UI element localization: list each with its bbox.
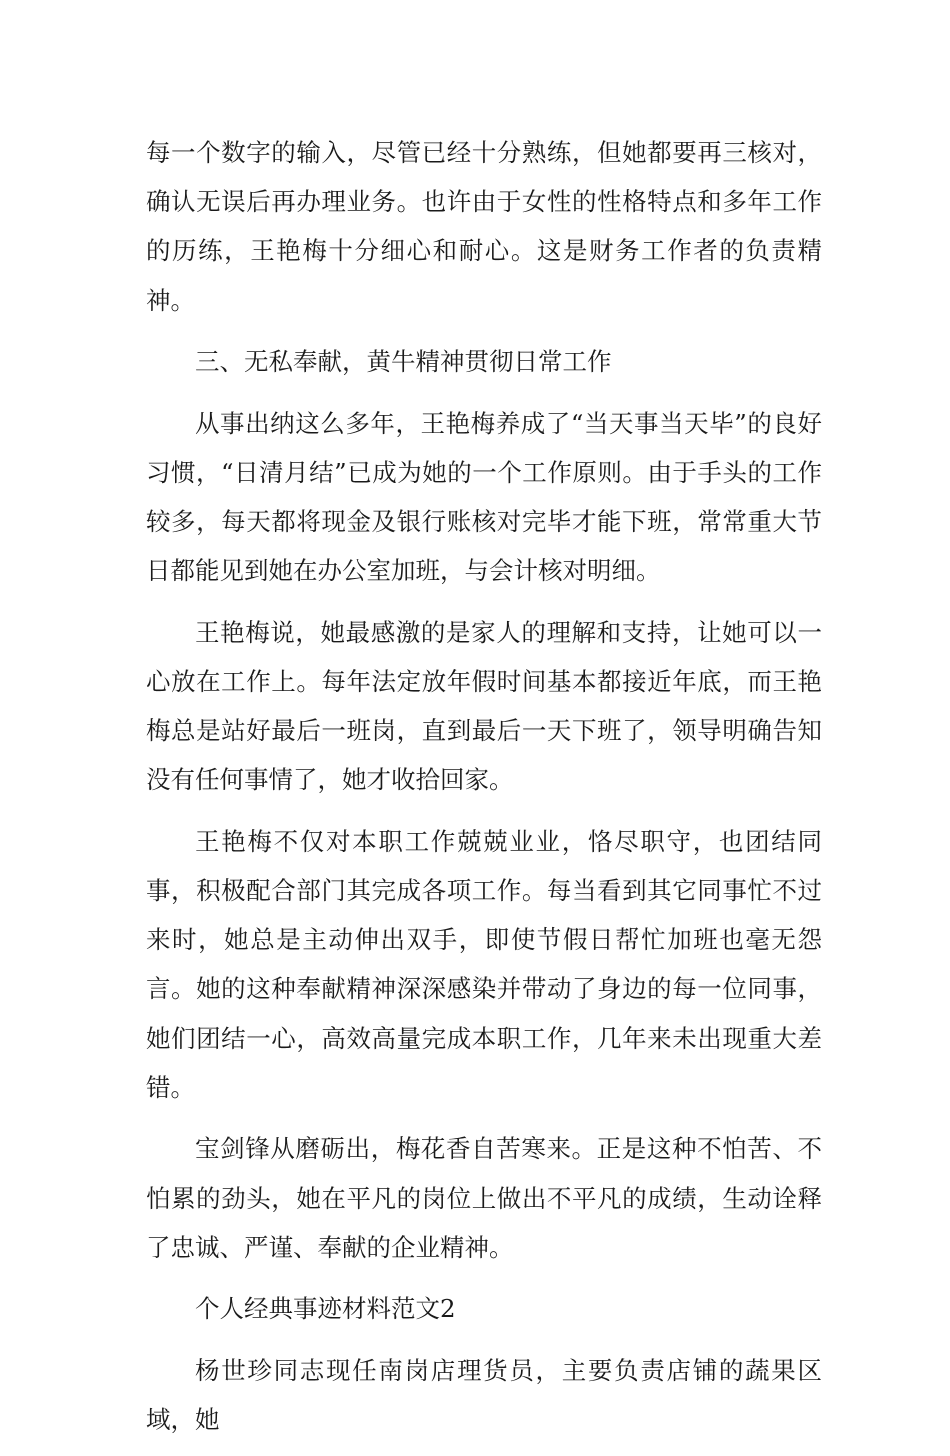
section-heading-3: 三、无私奉献，黄牛精神贯彻日常工作 — [195, 347, 612, 377]
article-title: 个人经典事迹材料范文2 — [195, 1294, 456, 1324]
paragraph-continuation: 每一个数字的输入，尽管已经十分熟练，但她都要再三核对，确认无误后再办理业务。也许由于女性的性格特点和多年工作的历练，王艳梅十分细心和耐心。这是财务工作者的负责精神。 — [146, 138, 822, 315]
document-body — [146, 128, 822, 1456]
paragraph: 宝剑锋从磨砺出，梅花香自苦寒来。正是这种不怕苦、不怕累的劲头，她在平凡的岗位上做出不平凡的成绩，生动诠释了忠诚、严谨、奉献的企业精神。 — [146, 1134, 822, 1262]
paragraph: 从事出纳这么多年，王艳梅养成了“当天事当天毕”的良好习惯，“日清月结”已成为她的一个工作原则。由于手头的工作较多，每天都将现金及银行账核对完毕才能下班，常常重大节日都能见到她在办公室加班，与会计核对明细。 — [146, 408, 822, 586]
paragraph: 王艳梅说，她最感激的是家人的理解和支持，让她可以一心放在工作上。每年法定放年假时间基本都接近年底，而王艳梅总是站好最后一班岗，直到最后一天下班了，领导明确告知没有任何事情了，她才收拾回家。 — [146, 617, 822, 795]
paragraph: 王艳梅不仅对本职工作兢兢业业，恪尽职守，也团结同事，积极配合部门其完成各项工作。每当看到其它同事忙不过来时，她总是主动伸出双手，即使节假日帮忙加班也毫无怨言。她的这种奉献精神深深感染并带动了身边的每一位同事，她们团结一心，高效高量完成本职工作，几年来未出现重大差错。 — [146, 826, 822, 1102]
paragraph: 杨世珍同志现任南岗店理货员，主要负责店铺的蔬果区域，她 — [146, 1355, 822, 1434]
